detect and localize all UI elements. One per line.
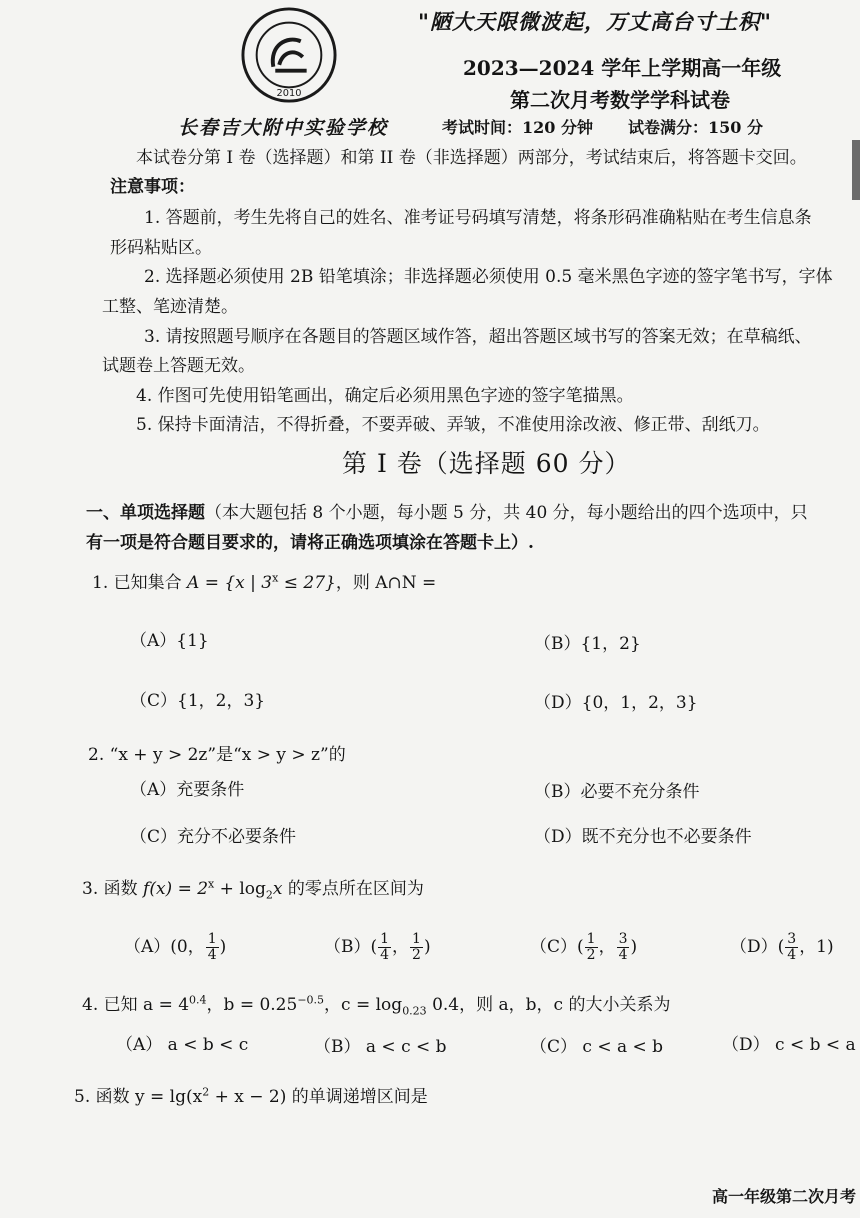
q3-c-frac2: $\frac{3}{4}$ bbox=[618, 931, 628, 963]
exam-time: 考试时间：120 分钟 bbox=[442, 118, 593, 137]
q5-post: + x − 2) 的单调递增区间是 bbox=[209, 1087, 428, 1107]
note-1-line-b: 形码粘贴区。 bbox=[110, 238, 212, 258]
q2-option-a[interactable]: （A）充要条件 bbox=[130, 780, 245, 800]
question-4-stem bbox=[82, 990, 670, 1017]
part1-header-line1 bbox=[86, 498, 808, 523]
note-3-line-b: 试题卷上答题无效。 bbox=[102, 356, 255, 376]
q2-option-c[interactable]: （C）充分不必要条件 bbox=[130, 827, 297, 847]
q3-c-frac1: $\frac{1}{2}$ bbox=[586, 931, 596, 963]
q5-pre: 5. 函数 y = lg(x bbox=[74, 1087, 203, 1107]
q3-a-pre: （A）(0， bbox=[124, 937, 205, 957]
q3-option-c[interactable] bbox=[530, 932, 637, 963]
q4-option-b[interactable]: （B） a < c < b bbox=[314, 1037, 447, 1057]
q2-option-d[interactable]: （D）既不充分也不必要条件 bbox=[534, 827, 752, 847]
q1-post: ，则 A∩N = bbox=[335, 573, 437, 593]
q1-option-c[interactable]: （C）{1，2，3} bbox=[130, 691, 266, 711]
q3-option-b[interactable] bbox=[324, 932, 431, 963]
q4-post: 0.4，则 a，b，c 的大小关系为 bbox=[426, 995, 671, 1015]
q1-set-open: A = {x | 3 bbox=[187, 573, 273, 593]
q3-f3: x bbox=[272, 879, 283, 899]
question-2-stem: 2. “x + y > 2z”是“x > y > z”的 bbox=[88, 745, 346, 765]
school-seal-logo bbox=[240, 6, 338, 104]
question-1-stem bbox=[92, 568, 436, 593]
q3-sub: 2 bbox=[265, 888, 273, 902]
part1-desc-1: （本大题包括 8 个小题，每小题 5 分，共 40 分，每小题给出的四个选项中，只 bbox=[205, 503, 808, 523]
exam-title-line1: 2023—2024 学年上学期高一年级 bbox=[463, 56, 782, 80]
q3-b-post: ) bbox=[423, 937, 431, 957]
q4-sup2: −0.5 bbox=[297, 993, 325, 1007]
q3-b-frac1: $\frac{1}{4}$ bbox=[380, 931, 390, 963]
q5-sup: 2 bbox=[202, 1085, 210, 1099]
notes-title: 注意事项： bbox=[110, 177, 195, 197]
scan-edge-shadow bbox=[852, 140, 860, 200]
note-2-line-a: 2. 选择题必须使用 2B 铅笔填涂；非选择题必须使用 0.5 毫米黑色字迹的签字笔书写，字体 bbox=[144, 267, 833, 287]
q1-pre: 1. 已知集合 bbox=[92, 573, 188, 593]
q4-sup1: 0.4 bbox=[189, 993, 207, 1007]
q3-b-pre: （B）( bbox=[324, 937, 378, 957]
q1-set-close: ≤ 27} bbox=[278, 573, 336, 593]
school-name: 长春吉大附中实验学校 bbox=[178, 117, 389, 139]
exam-title-line2: 第二次月考数学学科试卷 bbox=[510, 88, 730, 112]
q3-post: 的零点所在区间为 bbox=[282, 879, 424, 899]
school-motto: "陋大天限微波起，万丈高台寸土积" bbox=[418, 9, 772, 34]
q1-option-a[interactable]: （A）{1} bbox=[130, 631, 209, 651]
q4-sub: 0.23 bbox=[402, 1004, 427, 1018]
q3-option-d[interactable] bbox=[730, 932, 834, 963]
svg-text:2010: 2010 bbox=[276, 88, 302, 100]
q3-c-post: ) bbox=[630, 937, 638, 957]
q3-c-mid: ， bbox=[598, 937, 616, 957]
q4-m1: ，b = 0.25 bbox=[206, 995, 298, 1015]
page-footer: 高一年级第二次月考 bbox=[712, 1187, 857, 1206]
q3-b-mid: ， bbox=[392, 937, 410, 957]
note-1-line-a: 1. 答题前，考生先将自己的姓名、准考证号码填写清楚，将条形码准确粘贴在考生信息条 bbox=[144, 208, 812, 228]
q3-c-pre: （C）( bbox=[530, 937, 584, 957]
q3-d-frac: $\frac{3}{4}$ bbox=[787, 931, 797, 963]
q3-a-frac: $\frac{1}{4}$ bbox=[207, 931, 217, 963]
note-3-line-a: 3. 请按照题号顺序在各题目的答题区域作答，超出答题区域书写的答案无效；在草稿纸、 bbox=[144, 327, 812, 347]
q3-b-frac2: $\frac{1}{2}$ bbox=[412, 931, 421, 963]
note-5: 5. 保持卡面清洁，不得折叠，不要弄破、弄皱，不准使用涂改液、修正带、刮纸刀。 bbox=[136, 415, 770, 435]
q1-sup: x bbox=[272, 571, 279, 585]
part1-label: 一、单项选择题 bbox=[86, 503, 205, 523]
part1-header-line2: 有一项是符合题目要求的，请将正确选项填涂在答题卡上）. bbox=[86, 533, 534, 553]
q3-sup: x bbox=[208, 877, 215, 891]
q1-option-b[interactable]: （B）{1，2} bbox=[534, 634, 641, 654]
q3-d-pre: （D）( bbox=[730, 937, 785, 957]
q3-f1: f(x) = 2 bbox=[143, 879, 209, 899]
q3-f2: + log bbox=[214, 879, 266, 899]
q3-option-a[interactable] bbox=[124, 932, 226, 963]
section-title: 第 I 卷（选择题 60 分） bbox=[342, 449, 631, 478]
exam-full-score: 试卷满分：150 分 bbox=[628, 118, 763, 137]
question-3-stem bbox=[82, 874, 424, 901]
q4-option-c[interactable]: （C） c < a < b bbox=[530, 1037, 664, 1057]
q1-option-d[interactable]: （D）{0，1，2，3} bbox=[534, 693, 698, 713]
note-4: 4. 作图可先使用铅笔画出，确定后必须用黑色字迹的签字笔描黑。 bbox=[136, 386, 634, 406]
q4-option-d[interactable]: （D） c < b < a bbox=[722, 1035, 856, 1055]
intro-text: 本试卷分第 I 卷（选择题）和第 II 卷（非选择题）两部分，考试结束后，将答题卡交回。 bbox=[136, 148, 807, 168]
note-2-line-b: 工整、笔迹清楚。 bbox=[102, 297, 238, 317]
question-5-stem bbox=[74, 1082, 428, 1107]
q3-pre: 3. 函数 bbox=[82, 879, 144, 899]
q4-m2: ，c = log bbox=[324, 995, 403, 1015]
q3-d-post: ，1) bbox=[799, 937, 834, 957]
q3-a-post: ) bbox=[219, 937, 227, 957]
q4-option-a[interactable]: （A） a < b < c bbox=[116, 1035, 249, 1055]
q2-option-b[interactable]: （B）必要不充分条件 bbox=[534, 782, 700, 802]
q4-pre: 4. 已知 a = 4 bbox=[82, 995, 190, 1015]
